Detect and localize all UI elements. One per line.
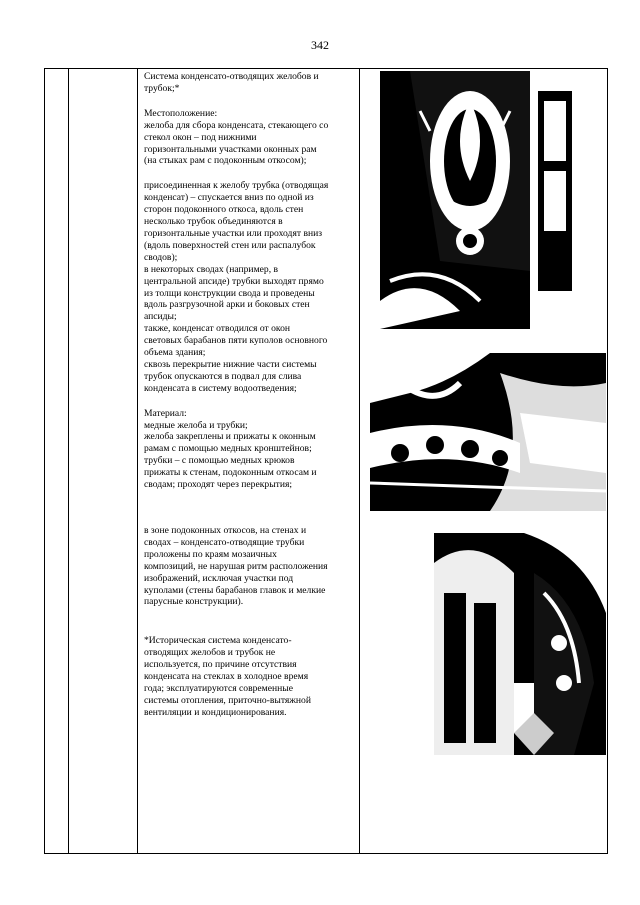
page-number: 342 [311,38,329,52]
material-heading: Материал: [144,407,187,419]
system-title: Система конденсато-отводящих желобов и трубок;* [144,71,319,94]
mosaic-text: в зоне подоконных откосов, на стенах и сводах – конденсато-отводящие трубки проложены по краям мозаичных композиций, не нарушая ритм расположения изображений, исключая участки под куполами (стены барабанов главок и мелкие парусные конструкции). [144,525,328,608]
table-border-right [607,69,608,853]
footnote: *Историческая система конденсато- отводящих желобов и трубок не используется, по причине отсутствия конденсата на стеклах в холодное время года; эксплуатируются современные системы отопления, приточно-вытяжной вентиляции и кондиционирования. [144,635,311,718]
mosaic-photo-vault [434,533,606,755]
document-table [44,68,608,854]
material-text: медные желоба и трубки; желоба закреплены и прижаты к оконным рамам с помощью медных кронштейнов; трубки – с помощью медных крюков прижаты к стенам, подоконным откосам и сводам; проходят через перекрытия; [144,419,317,491]
mosaic-photo-window [380,71,580,329]
table-border-left [44,69,45,853]
table-column-divider [68,69,69,853]
location-heading: Местоположение: [144,107,218,119]
location-text: желоба для сбора конденсата, стекающего со стекол окон – под нижними горизонтальными участками оконных рам (на стыках рам с подоконным откосом); [144,119,329,167]
table-column-divider [359,69,360,853]
table-column-divider [137,69,138,853]
mosaic-photo-arch [370,353,606,511]
description-cell [144,71,354,719]
tube-text: присоединенная к желобу трубка (отводящая конденсат) – спускается вниз по одной из сторон подоконного откоса, вдоль стен несколько трубок объединяются в горизонтальные участки или проходят вниз (вдоль поверхностей стен или распалубок сводов); в некоторых сводах (например, в центральной апсиде) трубки выходят прямо из толщи конструкции свода и проведены вдоль разгрузочной арки и боковых стен апсиды; также, конденсат отводился от окон световых барабанов пяти куполов основного объема здания; сквозь перекрытие нижние части системы трубок опускаются в подвал для слива конденсата в систему водоотведения; [144,180,329,394]
